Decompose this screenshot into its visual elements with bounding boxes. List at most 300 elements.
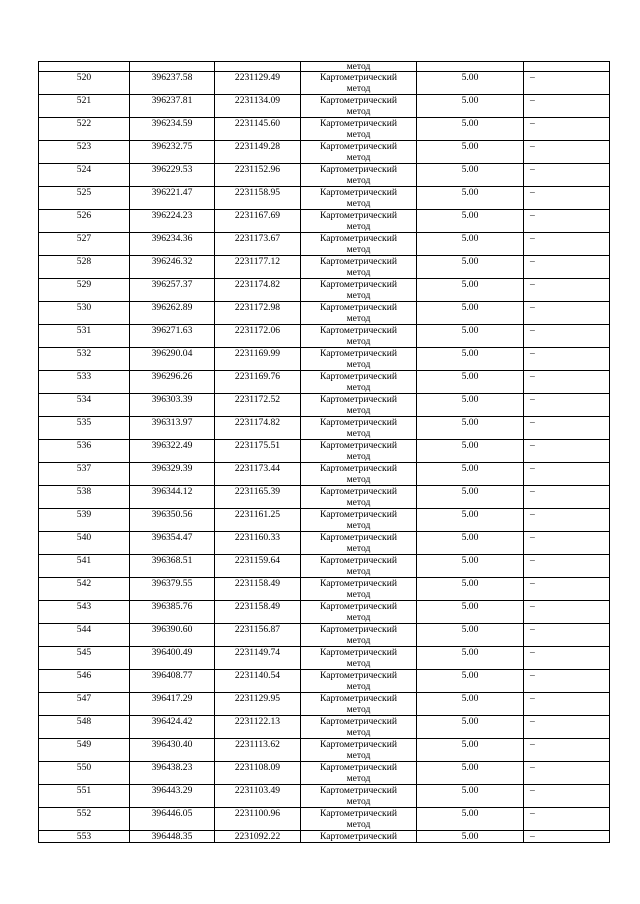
cell-number: 537 [39,463,130,486]
cell-x: 396221.47 [130,187,215,210]
cell-y: 2231113.62 [215,739,301,762]
cell-method [301,72,417,95]
cell-method [301,348,417,371]
table-row [39,118,610,141]
cell-number: 526 [39,210,130,233]
method-line-1: Картометрический [320,831,397,842]
cell-number: 531 [39,325,130,348]
table-row [39,210,610,233]
cell-accuracy: 5.00 [417,72,524,95]
method-line-2: метод [346,681,371,692]
cell-y: 2231161.25 [215,509,301,532]
method-line-2: метод [346,727,371,738]
method-line-2: метод [346,704,371,715]
cell-number: 529 [39,279,130,302]
cell-y: 2231100.96 [215,808,301,831]
cell-method [301,210,417,233]
cell-accuracy: 5.00 [417,394,524,417]
table-row [39,164,610,187]
method-line-2: метод [346,405,371,416]
cell-method [301,762,417,785]
method-line-1: Картометрический [320,739,397,750]
cell-method [301,95,417,118]
cell-x: 396417.29 [130,693,215,716]
coordinates-table [38,61,610,843]
cell-method [301,601,417,624]
cell-accuracy: 5.00 [417,739,524,762]
cell-accuracy: 5.00 [417,555,524,578]
cell-x: 396400.49 [130,647,215,670]
cell-y: 2231172.98 [215,302,301,325]
cell-method [301,739,417,762]
cell-y: 2231177.12 [215,256,301,279]
method-line-2: метод [346,520,371,531]
cell-y: 2231129.49 [215,72,301,95]
cell-x: 396385.76 [130,601,215,624]
cell-method: метод [301,62,417,72]
cell-accuracy: 5.00 [417,233,524,256]
cell-x: 396237.81 [130,95,215,118]
method-line-1: Картометрический [320,371,397,382]
cell-number: 548 [39,716,130,739]
cell-note: – [524,210,610,233]
cell-number: 523 [39,141,130,164]
cell-note: – [524,371,610,394]
method-line-2: метод [346,497,371,508]
cell-number: 550 [39,762,130,785]
cell-x: 396303.39 [130,394,215,417]
table-row [39,532,610,555]
cell-x: 396424.42 [130,716,215,739]
cell-method [301,394,417,417]
cell-note: – [524,72,610,95]
table-row [39,187,610,210]
table-row [39,325,610,348]
method-line-1: Картометрический [320,118,397,129]
table-row [39,624,610,647]
cell-number: 534 [39,394,130,417]
cell-note: – [524,164,610,187]
method-line-1: Картометрический [320,578,397,589]
cell-accuracy: 5.00 [417,325,524,348]
cell-note: – [524,463,610,486]
cell-note: – [524,624,610,647]
method-line-2: метод [346,336,371,347]
cell-number: 545 [39,647,130,670]
cell-y: 2231140.54 [215,670,301,693]
cell-number: 522 [39,118,130,141]
table-row [39,302,610,325]
cell-method [301,325,417,348]
cell-note: – [524,279,610,302]
cell-accuracy: 5.00 [417,348,524,371]
cell-method [301,256,417,279]
cell-accuracy: 5.00 [417,164,524,187]
method-line-2: метод [346,198,371,209]
method-line-1: Картометрический [320,647,397,658]
method-line-2: метод [346,635,371,646]
table-row-fragment-bottom [39,831,610,843]
cell-accuracy: 5.00 [417,210,524,233]
table-row [39,509,610,532]
method-line-2: метод [346,106,371,117]
cell-x: 396234.59 [130,118,215,141]
cell-method [301,233,417,256]
cell-accuracy: 5.00 [417,785,524,808]
cell-number: 552 [39,808,130,831]
cell-number: 541 [39,555,130,578]
cell-x: 396234.36 [130,233,215,256]
method-line-1: Картометрический [320,693,397,704]
cell-x: 396344.12 [130,486,215,509]
cell-note: – [524,831,610,843]
cell-accuracy: 5.00 [417,256,524,279]
table-row [39,348,610,371]
cell-note: – [524,716,610,739]
method-line-1: Картометрический [320,440,397,451]
cell-method [301,164,417,187]
cell-number: 520 [39,72,130,95]
table-row [39,601,610,624]
method-line-2: метод [346,451,371,462]
cell-method [301,716,417,739]
method-line-2: метод [346,474,371,485]
cell-x: 396322.49 [130,440,215,463]
cell-method [301,624,417,647]
method-line-2: метод [346,612,371,623]
cell-method [301,463,417,486]
cell-accuracy: 5.00 [417,302,524,325]
cell-x: 396290.04 [130,348,215,371]
cell-y [215,62,301,72]
method-line-1: Картометрический [320,532,397,543]
cell-note: – [524,601,610,624]
cell-x: 396313.97 [130,417,215,440]
cell-y: 2231156.87 [215,624,301,647]
cell-method [301,371,417,394]
cell-accuracy: 5.00 [417,808,524,831]
cell-y: 2231174.82 [215,417,301,440]
cell-x: 396237.58 [130,72,215,95]
cell-note: – [524,394,610,417]
cell-x: 396224.23 [130,210,215,233]
cell-number: 553 [39,831,130,843]
cell-accuracy: 5.00 [417,141,524,164]
method-line-1: Картометрический [320,762,397,773]
cell-note: – [524,670,610,693]
method-line-2: метод [346,83,371,94]
cell-x: 396232.75 [130,141,215,164]
cell-accuracy: 5.00 [417,509,524,532]
cell-number: 547 [39,693,130,716]
cell-y: 2231159.64 [215,555,301,578]
cell-note: – [524,417,610,440]
cell-accuracy: 5.00 [417,371,524,394]
table-row [39,555,610,578]
cell-x: 396350.56 [130,509,215,532]
method-line-1: Картометрический [320,670,397,681]
cell-accuracy: 5.00 [417,417,524,440]
cell-note: – [524,785,610,808]
method-line-2: метод [346,658,371,669]
cell-number: 540 [39,532,130,555]
cell-y: 2231172.52 [215,394,301,417]
cell-x: 396354.47 [130,532,215,555]
cell-method [301,279,417,302]
cell-x: 396379.55 [130,578,215,601]
table-row-fragment-top [39,62,610,72]
method-line-2: метод [346,221,371,232]
cell-method [301,785,417,808]
cell-number: 536 [39,440,130,463]
cell-y: 2231167.69 [215,210,301,233]
cell-x: 396296.26 [130,371,215,394]
cell-x: 396246.32 [130,256,215,279]
cell-number: 543 [39,601,130,624]
cell-y: 2231172.06 [215,325,301,348]
cell-x: 396430.40 [130,739,215,762]
cell-method [301,670,417,693]
cell-y: 2231173.67 [215,233,301,256]
cell-note: – [524,348,610,371]
table-row [39,141,610,164]
cell-number: 538 [39,486,130,509]
method-line-1: Картометрический [320,394,397,405]
method-line-2: метод [346,175,371,186]
method-line-2: метод [346,290,371,301]
cell-number: 527 [39,233,130,256]
cell-y: 2231145.60 [215,118,301,141]
cell-y: 2231122.13 [215,716,301,739]
cell-method [301,417,417,440]
cell-x: 396262.89 [130,302,215,325]
method-line-2: метод [346,428,371,439]
cell-note: – [524,141,610,164]
cell-accuracy: 5.00 [417,118,524,141]
cell-note [524,62,610,72]
method-line-2: метод [346,819,371,830]
cell-number: 542 [39,578,130,601]
cell-method [301,693,417,716]
method-line-2: метод [346,773,371,784]
method-line-2: метод [346,566,371,577]
cell-accuracy: 5.00 [417,95,524,118]
cell-note: – [524,325,610,348]
method-line-1: Картометрический [320,624,397,635]
method-line-1: Картометрический [320,141,397,152]
cell-method [301,808,417,831]
method-line-2: метод [346,359,371,370]
method-line-1: Картометрический [320,72,397,83]
cell-y: 2231165.39 [215,486,301,509]
cell-note: – [524,509,610,532]
cell-number: 524 [39,164,130,187]
cell-y: 2231175.51 [215,440,301,463]
method-line-1: Картометрический [320,95,397,106]
table-row [39,785,610,808]
cell-note: – [524,302,610,325]
method-line-1: Картометрический [320,302,397,313]
cell-method [301,555,417,578]
cell-method [301,486,417,509]
cell-note: – [524,233,610,256]
table-row [39,716,610,739]
cell-x: 396271.63 [130,325,215,348]
cell-x: 396438.23 [130,762,215,785]
cell-accuracy: 5.00 [417,601,524,624]
table-row [39,279,610,302]
cell-accuracy: 5.00 [417,486,524,509]
table-row [39,440,610,463]
cell-number: 539 [39,509,130,532]
cell-accuracy: 5.00 [417,831,524,843]
cell-y: 2231174.82 [215,279,301,302]
cell-x [130,62,215,72]
table-row [39,95,610,118]
cell-y: 2231149.28 [215,141,301,164]
cell-accuracy: 5.00 [417,647,524,670]
method-line-1: Картометрический [320,486,397,497]
cell-number: 535 [39,417,130,440]
cell-x: 396257.37 [130,279,215,302]
cell-y: 2231158.49 [215,578,301,601]
cell-number: 528 [39,256,130,279]
method-line-2: метод [346,543,371,554]
cell-accuracy: 5.00 [417,463,524,486]
cell-y: 2231158.95 [215,187,301,210]
table-row [39,647,610,670]
cell-note: – [524,578,610,601]
method-line-1: Картометрический [320,187,397,198]
cell-accuracy: 5.00 [417,624,524,647]
cell-note: – [524,532,610,555]
cell-y: 2231152.96 [215,164,301,187]
method-line-1: Картометрический [320,164,397,175]
cell-method [301,578,417,601]
cell-method [301,440,417,463]
cell-note: – [524,693,610,716]
cell-x: 396229.53 [130,164,215,187]
cell-x: 396329.39 [130,463,215,486]
cell-accuracy: 5.00 [417,187,524,210]
method-line-2: метод [346,796,371,807]
method-line-1: Картометрический [320,210,397,221]
cell-x: 396448.35 [130,831,215,843]
cell-y: 2231173.44 [215,463,301,486]
cell-note: – [524,486,610,509]
cell-x: 396446.05 [130,808,215,831]
cell-number: 521 [39,95,130,118]
cell-note: – [524,647,610,670]
cell-y: 2231129.95 [215,693,301,716]
cell-number: 532 [39,348,130,371]
table-row [39,808,610,831]
cell-number: 551 [39,785,130,808]
cell-y: 2231160.33 [215,532,301,555]
method-line-2: метод [346,152,371,163]
cell-number: 525 [39,187,130,210]
cell-method [301,532,417,555]
cell-note: – [524,440,610,463]
method-line-2: метод [346,589,371,600]
table-row [39,417,610,440]
cell-accuracy: 5.00 [417,578,524,601]
cell-note: – [524,256,610,279]
cell-method [301,509,417,532]
cell-note: – [524,95,610,118]
method-line-2: метод [346,244,371,255]
table-row [39,762,610,785]
cell-x: 396368.51 [130,555,215,578]
cell-number [39,62,130,72]
method-line-1: Картометрический [320,348,397,359]
cell-accuracy: 5.00 [417,670,524,693]
method-line-1: Картометрический [320,417,397,428]
cell-method [301,302,417,325]
method-line-1: Картометрический [320,509,397,520]
cell-method [301,831,417,843]
table-row [39,72,610,95]
cell-method [301,141,417,164]
method-line-1: Картометрический [320,785,397,796]
table-row [39,394,610,417]
method-line-1: Картометрический [320,716,397,727]
cell-x: 396408.77 [130,670,215,693]
method-line-1: Картометрический [320,808,397,819]
cell-accuracy: 5.00 [417,440,524,463]
cell-x: 396443.29 [130,785,215,808]
table-row [39,486,610,509]
cell-y: 2231149.74 [215,647,301,670]
method-line-2: метод [346,129,371,140]
table-row [39,739,610,762]
cell-note: – [524,187,610,210]
cell-x: 396390.60 [130,624,215,647]
cell-y: 2231092.22 [215,831,301,843]
method-line-1: Картометрический [320,463,397,474]
method-line-1: Картометрический [320,233,397,244]
cell-y: 2231108.09 [215,762,301,785]
cell-accuracy: 5.00 [417,762,524,785]
cell-accuracy: 5.00 [417,716,524,739]
table-row [39,670,610,693]
method-line-2: метод [346,382,371,393]
cell-number: 533 [39,371,130,394]
cell-number: 549 [39,739,130,762]
method-line-2: метод [346,313,371,324]
cell-number: 544 [39,624,130,647]
cell-method [301,647,417,670]
table-row [39,693,610,716]
cell-note: – [524,118,610,141]
cell-accuracy [417,62,524,72]
table-row [39,463,610,486]
cell-note: – [524,762,610,785]
table-row [39,256,610,279]
cell-accuracy: 5.00 [417,693,524,716]
method-line-2: метод [346,267,371,278]
cell-accuracy: 5.00 [417,279,524,302]
method-line-1: Картометрический [320,601,397,612]
cell-y: 2231103.49 [215,785,301,808]
cell-note: – [524,739,610,762]
table-row [39,371,610,394]
cell-y: 2231169.99 [215,348,301,371]
method-line-1: Картометрический [320,325,397,336]
table-row [39,233,610,256]
cell-y: 2231169.76 [215,371,301,394]
method-line-1: Картометрический [320,256,397,267]
